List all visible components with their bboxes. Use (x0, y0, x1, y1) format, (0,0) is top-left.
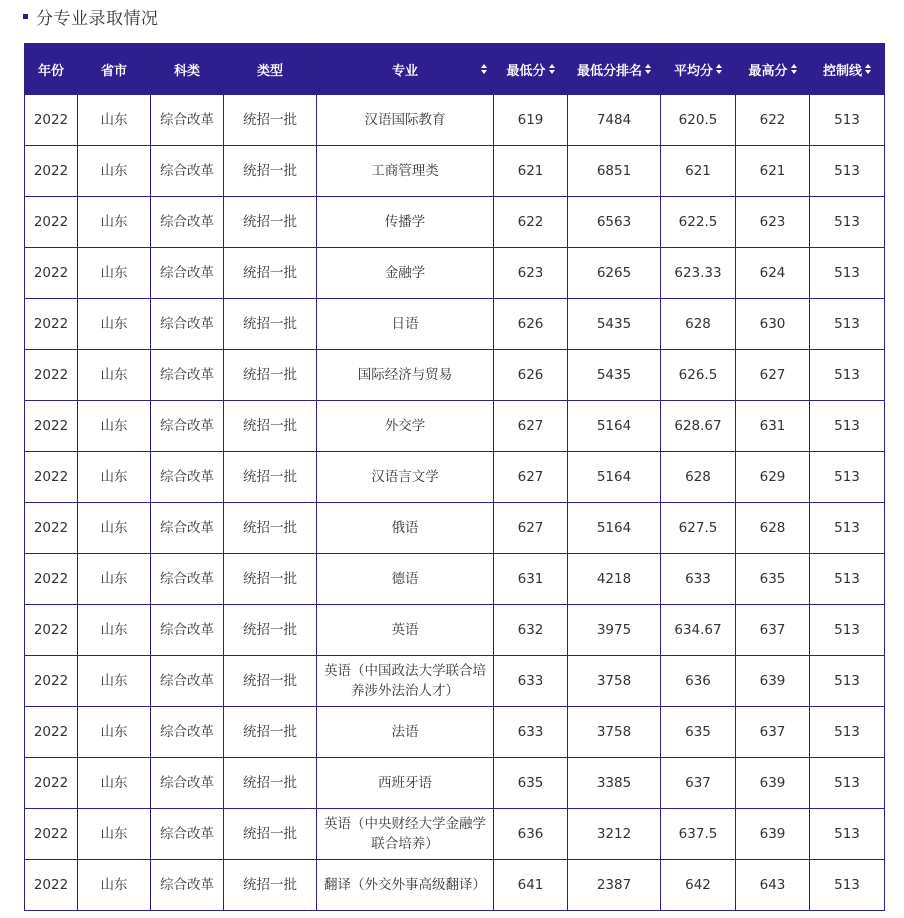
table-row (25, 401, 885, 452)
cell-max-score: 635 (736, 554, 810, 605)
cell-max-score: 643 (736, 860, 810, 911)
cell-control-line: 513 (810, 350, 885, 401)
cell-avg-score: 628 (661, 299, 736, 350)
cell-type: 统招一批 (224, 656, 317, 707)
cell-province: 山东 (78, 707, 151, 758)
cell-year: 2022 (25, 707, 78, 758)
cell-type: 统招一批 (224, 197, 317, 248)
table-row (25, 197, 885, 248)
cell-avg-score: 635 (661, 707, 736, 758)
cell-max-score: 637 (736, 605, 810, 656)
column-header-control-line[interactable] (810, 44, 885, 95)
cell-avg-score: 627.5 (661, 503, 736, 554)
cell-category: 综合改革 (151, 146, 224, 197)
cell-type: 统招一批 (224, 605, 317, 656)
cell-category: 综合改革 (151, 758, 224, 809)
cell-min-rank: 5164 (568, 503, 661, 554)
cell-control-line: 513 (810, 656, 885, 707)
cell-control-line: 513 (810, 809, 885, 860)
sort-ascending-icon (481, 64, 487, 68)
column-header-label: 平均分 (673, 63, 713, 79)
cell-category: 综合改革 (151, 452, 224, 503)
table-row (25, 758, 885, 809)
cell-min-score: 632 (494, 605, 568, 656)
cell-category: 综合改革 (151, 554, 224, 605)
sort-descending-icon (481, 70, 487, 74)
table-body (25, 95, 885, 911)
cell-category: 综合改革 (151, 197, 224, 248)
cell-max-score: 623 (736, 197, 810, 248)
cell-major: 日语 (317, 299, 494, 350)
cell-type: 统招一批 (224, 401, 317, 452)
cell-min-rank: 3758 (568, 707, 661, 758)
column-header-content (321, 60, 489, 79)
cell-major: 传播学 (317, 197, 494, 248)
cell-category: 综合改革 (151, 95, 224, 146)
cell-avg-score: 637.5 (661, 809, 736, 860)
column-header-content (577, 60, 651, 79)
cell-year: 2022 (25, 758, 78, 809)
sort-icon[interactable] (481, 64, 487, 74)
column-header-label: 类型 (256, 63, 283, 79)
cell-category: 综合改革 (151, 605, 224, 656)
cell-min-rank: 6563 (568, 197, 661, 248)
cell-province: 山东 (78, 401, 151, 452)
cell-max-score: 631 (736, 401, 810, 452)
cell-province: 山东 (78, 860, 151, 911)
cell-max-score: 622 (736, 95, 810, 146)
column-header-avg-score[interactable] (661, 44, 736, 95)
cell-year: 2022 (25, 656, 78, 707)
column-header-province (78, 44, 151, 95)
cell-category: 综合改革 (151, 707, 224, 758)
cell-type: 统招一批 (224, 95, 317, 146)
cell-min-score: 631 (494, 554, 568, 605)
cell-control-line: 513 (810, 299, 885, 350)
cell-avg-score: 636 (661, 656, 736, 707)
cell-min-score: 622 (494, 197, 568, 248)
sort-descending-icon (791, 70, 797, 74)
table-row (25, 95, 885, 146)
cell-max-score: 630 (736, 299, 810, 350)
cell-control-line: 513 (810, 605, 885, 656)
column-header-content (748, 60, 796, 79)
cell-min-score: 641 (494, 860, 568, 911)
cell-year: 2022 (25, 95, 78, 146)
column-header-content (174, 60, 200, 79)
column-header-content (674, 60, 722, 79)
cell-avg-score: 642 (661, 860, 736, 911)
cell-year: 2022 (25, 809, 78, 860)
cell-avg-score: 637 (661, 758, 736, 809)
cell-type: 统招一批 (224, 503, 317, 554)
table-row (25, 452, 885, 503)
table-row (25, 146, 885, 197)
sort-ascending-icon (645, 64, 651, 68)
cell-major: 英语（中国政法大学联合培养涉外法治人才） (317, 656, 494, 707)
cell-year: 2022 (25, 401, 78, 452)
column-header-category (151, 44, 224, 95)
column-header-max-score[interactable] (736, 44, 810, 95)
cell-province: 山东 (78, 605, 151, 656)
cell-type: 统招一批 (224, 248, 317, 299)
cell-control-line: 513 (810, 707, 885, 758)
cell-year: 2022 (25, 860, 78, 911)
column-header-label: 最低分 (506, 63, 546, 79)
cell-max-score: 627 (736, 350, 810, 401)
cell-avg-score: 621 (661, 146, 736, 197)
cell-min-score: 623 (494, 248, 568, 299)
cell-min-score: 633 (494, 656, 568, 707)
cell-major: 国际经济与贸易 (317, 350, 494, 401)
table-row (25, 656, 885, 707)
cell-min-rank: 5164 (568, 401, 661, 452)
cell-min-rank: 5435 (568, 350, 661, 401)
cell-min-score: 621 (494, 146, 568, 197)
column-header-content (257, 60, 283, 79)
cell-province: 山东 (78, 146, 151, 197)
cell-province: 山东 (78, 452, 151, 503)
cell-control-line: 513 (810, 554, 885, 605)
table-row (25, 860, 885, 911)
table-header-row (25, 44, 885, 95)
cell-avg-score: 620.5 (661, 95, 736, 146)
column-header-min-rank[interactable] (568, 44, 661, 95)
cell-min-score: 627 (494, 503, 568, 554)
cell-min-score: 627 (494, 401, 568, 452)
cell-category: 综合改革 (151, 299, 224, 350)
cell-control-line: 513 (810, 248, 885, 299)
cell-category: 综合改革 (151, 401, 224, 452)
column-header-label: 年份 (37, 63, 64, 79)
cell-control-line: 513 (810, 197, 885, 248)
cell-major: 德语 (317, 554, 494, 605)
cell-year: 2022 (25, 554, 78, 605)
column-header-content (823, 60, 871, 79)
cell-min-rank: 3385 (568, 758, 661, 809)
column-header-label: 科类 (173, 63, 200, 79)
cell-type: 统招一批 (224, 554, 317, 605)
cell-major: 英语 (317, 605, 494, 656)
cell-min-rank: 2387 (568, 860, 661, 911)
cell-category: 综合改革 (151, 350, 224, 401)
column-header-major[interactable] (317, 44, 494, 95)
column-header-year (25, 44, 78, 95)
cell-year: 2022 (25, 503, 78, 554)
table-row (25, 350, 885, 401)
cell-year: 2022 (25, 605, 78, 656)
cell-year: 2022 (25, 248, 78, 299)
cell-avg-score: 626.5 (661, 350, 736, 401)
column-header-label: 最低分排名 (576, 63, 642, 79)
cell-avg-score: 628.67 (661, 401, 736, 452)
sort-icon[interactable] (549, 64, 555, 74)
cell-province: 山东 (78, 809, 151, 860)
sort-descending-icon (645, 70, 651, 74)
column-header-label: 控制线 (822, 63, 862, 79)
cell-min-rank: 3975 (568, 605, 661, 656)
sort-ascending-icon (716, 64, 722, 68)
cell-min-score: 619 (494, 95, 568, 146)
cell-avg-score: 628 (661, 452, 736, 503)
column-header-label: 省市 (100, 63, 127, 79)
sort-descending-icon (716, 70, 722, 74)
cell-control-line: 513 (810, 401, 885, 452)
cell-min-score: 627 (494, 452, 568, 503)
sort-descending-icon (865, 70, 871, 74)
cell-min-rank: 3758 (568, 656, 661, 707)
cell-major: 外交学 (317, 401, 494, 452)
cell-max-score: 639 (736, 758, 810, 809)
sort-icon[interactable] (791, 64, 797, 74)
table-row (25, 605, 885, 656)
cell-category: 综合改革 (151, 860, 224, 911)
column-header-content (101, 60, 127, 79)
column-header-label: 专业 (391, 63, 418, 79)
cell-province: 山东 (78, 554, 151, 605)
cell-min-rank: 6265 (568, 248, 661, 299)
section-marker-icon (23, 14, 28, 19)
cell-max-score: 629 (736, 452, 810, 503)
cell-province: 山东 (78, 758, 151, 809)
cell-avg-score: 634.67 (661, 605, 736, 656)
cell-min-rank: 5164 (568, 452, 661, 503)
cell-max-score: 628 (736, 503, 810, 554)
cell-year: 2022 (25, 299, 78, 350)
cell-province: 山东 (78, 95, 151, 146)
cell-province: 山东 (78, 299, 151, 350)
cell-type: 统招一批 (224, 146, 317, 197)
cell-max-score: 621 (736, 146, 810, 197)
cell-category: 综合改革 (151, 248, 224, 299)
cell-province: 山东 (78, 197, 151, 248)
sort-descending-icon (549, 70, 555, 74)
table-row (25, 299, 885, 350)
cell-year: 2022 (25, 452, 78, 503)
column-header-type (224, 44, 317, 95)
cell-type: 统招一批 (224, 707, 317, 758)
cell-avg-score: 623.33 (661, 248, 736, 299)
cell-year: 2022 (25, 350, 78, 401)
cell-min-score: 633 (494, 707, 568, 758)
table-row (25, 248, 885, 299)
cell-min-score: 626 (494, 350, 568, 401)
cell-control-line: 513 (810, 452, 885, 503)
section-title: 分专业录取情况 (36, 8, 159, 29)
cell-min-score: 636 (494, 809, 568, 860)
sort-ascending-icon (549, 64, 555, 68)
table-row (25, 503, 885, 554)
table-row (25, 554, 885, 605)
cell-year: 2022 (25, 146, 78, 197)
cell-major: 英语（中央财经大学金融学联合培养） (317, 809, 494, 860)
cell-province: 山东 (78, 248, 151, 299)
cell-max-score: 637 (736, 707, 810, 758)
section-header (23, 4, 159, 28)
sort-icon[interactable] (865, 64, 871, 74)
cell-major: 金融学 (317, 248, 494, 299)
cell-type: 统招一批 (224, 299, 317, 350)
table-row (25, 809, 885, 860)
cell-category: 综合改革 (151, 809, 224, 860)
cell-type: 统招一批 (224, 809, 317, 860)
cell-min-rank: 4218 (568, 554, 661, 605)
cell-province: 山东 (78, 656, 151, 707)
sort-ascending-icon (865, 64, 871, 68)
cell-type: 统招一批 (224, 452, 317, 503)
cell-control-line: 513 (810, 860, 885, 911)
cell-min-rank: 6851 (568, 146, 661, 197)
cell-avg-score: 633 (661, 554, 736, 605)
admissions-table (24, 43, 885, 911)
cell-min-score: 635 (494, 758, 568, 809)
cell-control-line: 513 (810, 146, 885, 197)
cell-major: 翻译（外交外事高级翻译） (317, 860, 494, 911)
column-header-content (506, 60, 554, 79)
cell-category: 综合改革 (151, 656, 224, 707)
cell-province: 山东 (78, 503, 151, 554)
cell-min-rank: 5435 (568, 299, 661, 350)
cell-control-line: 513 (810, 503, 885, 554)
cell-control-line: 513 (810, 758, 885, 809)
column-header-min-score[interactable] (494, 44, 568, 95)
cell-year: 2022 (25, 197, 78, 248)
cell-min-score: 626 (494, 299, 568, 350)
cell-type: 统招一批 (224, 350, 317, 401)
cell-max-score: 639 (736, 809, 810, 860)
cell-category: 综合改革 (151, 503, 224, 554)
cell-max-score: 639 (736, 656, 810, 707)
column-header-label: 最高分 (748, 63, 788, 79)
cell-province: 山东 (78, 350, 151, 401)
cell-max-score: 624 (736, 248, 810, 299)
cell-type: 统招一批 (224, 860, 317, 911)
cell-major: 汉语国际教育 (317, 95, 494, 146)
table-row (25, 707, 885, 758)
sort-ascending-icon (791, 64, 797, 68)
cell-major: 工商管理类 (317, 146, 494, 197)
column-header-content (38, 60, 64, 79)
cell-min-rank: 3212 (568, 809, 661, 860)
cell-major: 汉语言文学 (317, 452, 494, 503)
cell-min-rank: 7484 (568, 95, 661, 146)
cell-major: 西班牙语 (317, 758, 494, 809)
cell-major: 法语 (317, 707, 494, 758)
cell-avg-score: 622.5 (661, 197, 736, 248)
cell-type: 统招一批 (224, 758, 317, 809)
sort-icon[interactable] (645, 64, 651, 74)
cell-control-line: 513 (810, 95, 885, 146)
sort-icon[interactable] (716, 64, 722, 74)
cell-major: 俄语 (317, 503, 494, 554)
